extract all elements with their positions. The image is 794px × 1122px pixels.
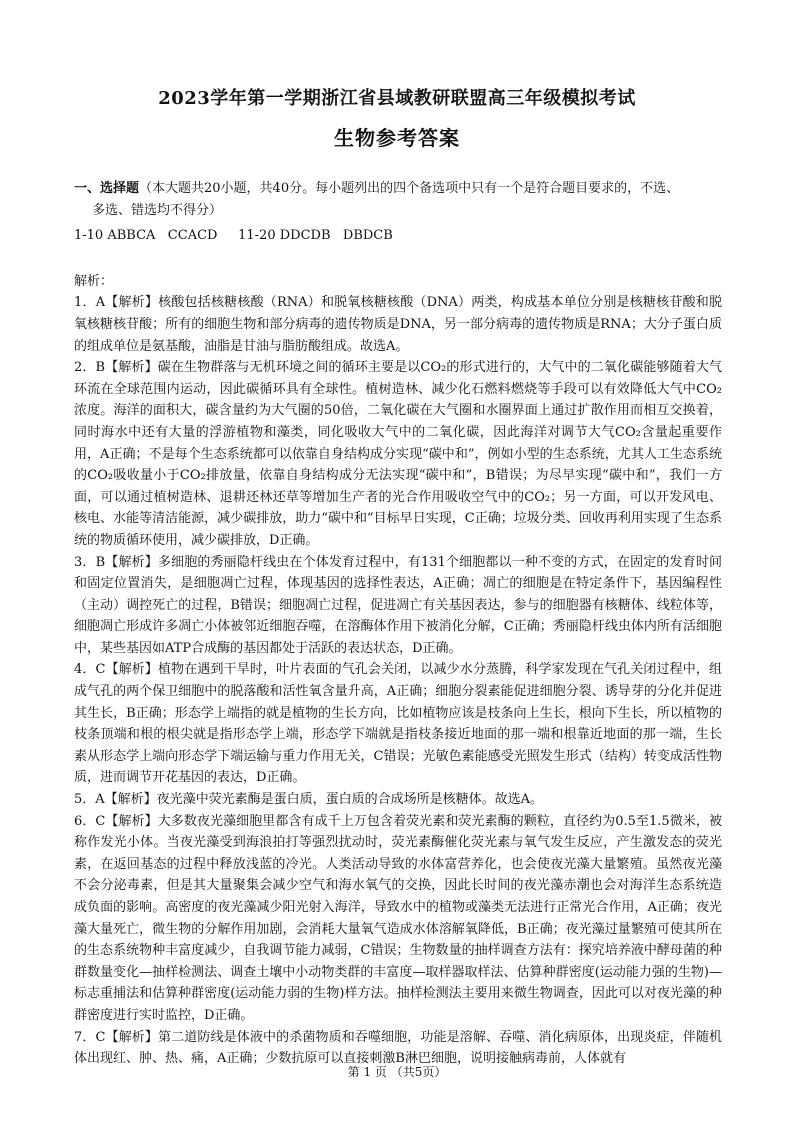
analysis-item-7: 7．C【解析】第二道防线是体液中的杀菌物质和吞噬细胞，功能是溶解、吞噬、消化病原体，出现炎症，伴随机体出现红、肿、热、痛，A正确；少数抗原可以直接刺激B淋巴细胞，说明接触病毒前，人体就有 [74,1029,722,1067]
answer-key: 1-10 ABBCA CCACD 11-20 DDCDB DBDCB [74,228,393,244]
section-heading: 一、选择题 [74,181,140,196]
page-content [74,178,722,1070]
analysis-item-3: 3．B【解析】多细胞的秀丽隐杆线虫在个体发育过程中，有131个细胞都以一种不变的方式，在固定的发育时间和固定位置消失，是细胞凋亡过程，体现基因的选择性表达，A正确；凋亡的细胞是在特定条件下，基因编程性（主动）调控死亡的过程，B错误；细胞凋亡过程，促进凋亡有关基因表达，参与的细胞器有核糖体、线粒体等，细胞凋亡形成许多凋亡小体被邻近细胞吞噬，在溶酶体作用下被消化分解，C正确；秀丽隐杆线虫体内所有活细胞中，某些基因如ATP合成酶的基因都处于活跃的表达状态，D正确。 [74,554,722,656]
analysis-label: 解析： [74,273,114,289]
analysis-item-4: 4．C【解析】植物在遇到干旱时，叶片表面的气孔会关闭，以减少水分蒸腾，科学家发现在气孔关闭过程中，组成气孔的两个保卫细胞中的脱落酸和活性氧含量升高，A正确；细胞分裂素能促进细胞分裂、诱导芽的分化并促进其生长，B正确；形态学上端指的就是植物的生长方向，比如植物应该是枝条向上生长，根向下生长，所以植物的枝条顶端和根的根尖就是指形态学上端，形态学下端就是指枝条接近地面的那一端和根靠近地面的那一端，生长素从形态学上端向形态学下端运输与重力作用无关，C错误；光敏色素能感受光照发生形式（结构）转变成活性物质，进而调节开花基因的表达，D正确。 [74,662,722,786]
analysis-item-2: 2．B【解析】碳在生物群落与无机环境之间的循环主要是以CO₂的形式进行的，大气中的二氧化碳能够随着大气环流在全球范围内运动，因此碳循环具有全球性。植树造林、减少化石燃料燃烧等手段可以有效降低大气中CO₂浓度。海洋的面积大，碳含量约为大气圈的50倍，二氧化碳在大气圈和水圈界面上通过扩散作用而相互交换着，同时海水中还有大量的浮游植物和藻类，同化吸收大气中的二氧化碳，因此海洋对调节大气CO₂含量起重要作用，A正确；不是每个生态系统都可以依靠自身结构成分实现“碳中和”，例如小型的生态系统，尤其人工生态系统的CO₂吸收量小于CO₂排放量，依靠自身结构成分无法实现“碳中和”，B错误；为尽早实现“碳中和”，我们一方面，可以通过植树造林、退耕还林还草等增加生产者的光合作用吸收空气中的CO₂；另一方面，可以开发风电、核电、水能等清洁能源，减少碳排放，助力“碳中和”目标早日实现，C正确；垃圾分类、回收再利用实现了生态系统的物质循环使用，减少碳排放，D正确。 [74,360,722,548]
analysis-item-6: 6．C【解析】大多数夜光藻细胞里都含有成千上万包含着荧光素和荧光素酶的颗粒，直径约为0.5至1.5微米，被称作发光小体。当夜光藻受到海浪拍打等强烈扰动时，荧光素酶催化荧光素与氧气发生反应，产生激发态的荧光素，在返回基态的过程中释放浅蓝的冷光。人类活动导致的水体富营养化，也会使夜光藻大量繁殖。虽然夜光藻不会分泌毒素，但是其大量聚集会减少空气和海水氧气的交换，因此长时间的夜光藻赤潮也会对海洋生态系统造成负面的影响。高密度的夜光藻减少阳光射入海洋，导致水中的植物或藻类无法进行正常光合作用，A正确；夜光藻大量死亡，微生物的分解作用加剧，会消耗大量氧气造成水体溶解氧降低，B正确；夜光藻过量繁殖可使其所在的生态系统物种丰富度减少，自我调节能力减弱，C错误；生物数量的抽样调查方法有：探究培养液中酵母菌的种群数量变化—抽样检测法、调查土壤中小动物类群的丰富度—取样器取样法、估算种群密度(运动能力强的生物)—标志重捕法和估算种群密度(运动能力弱的生物)样方法。抽样检测法主要用来微生物调查，因此可以对夜光藻的种群密度进行实时监控，D正确。 [74,813,722,1023]
section-description: （本大题共20小题，共40分。每小题列出的四个备选项中只有一个是符合题目要求的，不选、 [139,181,680,196]
page-title: 2023学年第一学期浙江省县域教研联盟高三年级模拟考试 [158,88,636,109]
page-subtitle: 生物参考答案 [334,126,460,150]
spacer [74,247,722,271]
page-footer: 第 1 页 （共5页） [347,1065,447,1079]
section-heading-line [74,178,722,200]
analysis-item-5: 5．A【解析】夜光藻中荧光素酶是蛋白质，蛋白质的合成场所是核糖体。故选A。 [74,792,544,808]
analysis-item-1: 1．A【解析】核酸包括核糖核酸（RNA）和脱氧核糖核酸（DNA）两类，构成基本单位分别是核糖核苷酸和脱氧核糖核苷酸；所有的细胞生物和部分病毒的遗传物质是DNA，另一部分病毒的遗传物质是RNA；大分子蛋白质的组成单位是氨基酸，油脂是甘油与脂肪酸组成。故选A。 [74,295,722,354]
section-description-cont: 多选、错选均不得分） [92,202,223,218]
